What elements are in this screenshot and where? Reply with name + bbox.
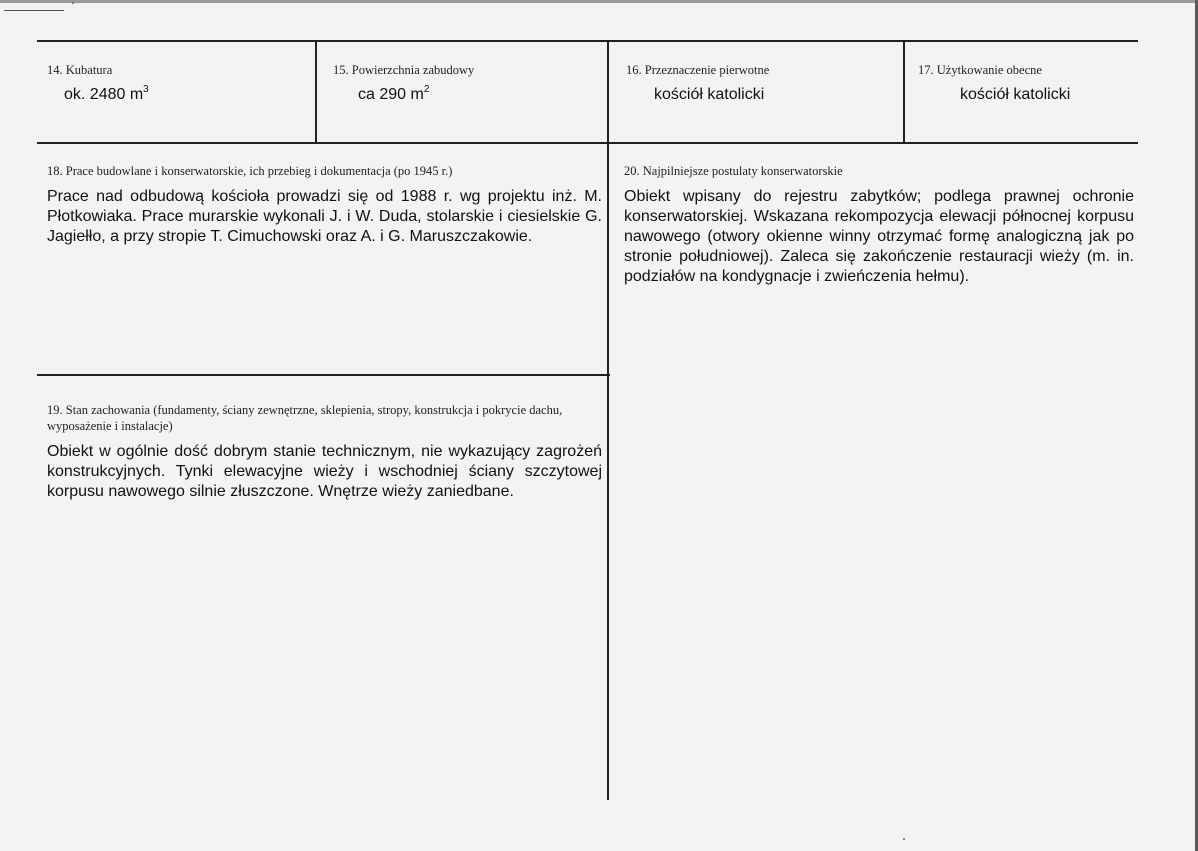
postulaty-text: Obiekt wpisany do rejestru zabytków; podlega prawnej ochronie konserwatorskiej. Wskazana rekompozycja elewacji północnej korpusu nawowego (otwory okienne winny otrzymać formę analogiczną jak po stronie południowej). Zaleca się zakończenie restauracji wieży (m. in. podziałów na kondygnacje i zwieńczenia hełmu). bbox=[624, 188, 1134, 285]
kubatura-label: 14. Kubatura bbox=[47, 63, 113, 77]
prace-budowlane-text: Prace nad odbudową kościoła prowadzi się od 1988 r. wg projektu inż. M. Płotkowiaka. Prace murarskie wykonali J. i W. Duda, stolarskie i ciesielskie G. Jagiełło, a przy stropie T. Cimuchowski oraz A. i G. Maruszczakowie. bbox=[47, 188, 602, 245]
divider-main bbox=[607, 40, 609, 800]
prace-budowlane-label: 18. Prace budowlane i konserwatorskie, ich przebieg i dokumentacja (po 1945 r.) bbox=[47, 164, 453, 178]
divider-14-15 bbox=[315, 40, 317, 144]
powierzchnia-label: 15. Powierzchnia zabudowy bbox=[333, 63, 475, 77]
uzytkowanie-label: 17. Użytkowanie obecne bbox=[918, 63, 1042, 77]
kubatura-value: ok. 2480 $m^3$ bbox=[64, 84, 149, 103]
form-top-border bbox=[37, 40, 1138, 42]
przeznaczenie-label: 16. Przeznaczenie pierwotne bbox=[626, 63, 770, 77]
scan-speck bbox=[72, 2, 74, 4]
section-18-bottom-border bbox=[37, 374, 610, 376]
przeznaczenie-value: kościół katolicki bbox=[654, 86, 765, 103]
divider-16-17 bbox=[903, 40, 905, 144]
postulaty-label: 20. Najpilniejsze postulaty konserwatorskie bbox=[624, 164, 843, 178]
scan-speck bbox=[903, 838, 905, 840]
powierzchnia-value: ca 290 $m^2$ bbox=[358, 84, 430, 103]
stan-zachowania-label: 19. Stan zachowania (fundamenty, ściany zewnętrzne, sklepienia, stropy, konstrukcja i pokrycie dachu, wyposażenie i instalacje) bbox=[47, 403, 563, 433]
scan-edge-top bbox=[0, 0, 1198, 3]
row-1-bottom-border bbox=[37, 142, 1138, 144]
stan-zachowania-text: Obiekt w ogólnie dość dobrym stanie technicznym, nie wykazujący zagrożeń konstrukcyjnych. Tynki elewacyjne wieży i wschodniej ściany szczytowej korpusu nawowego silnie złuszczone. Wnętrze wieży zaniedbane. bbox=[47, 443, 602, 500]
uzytkowanie-value: kościół katolicki bbox=[960, 86, 1071, 103]
corner-mark bbox=[4, 10, 64, 11]
